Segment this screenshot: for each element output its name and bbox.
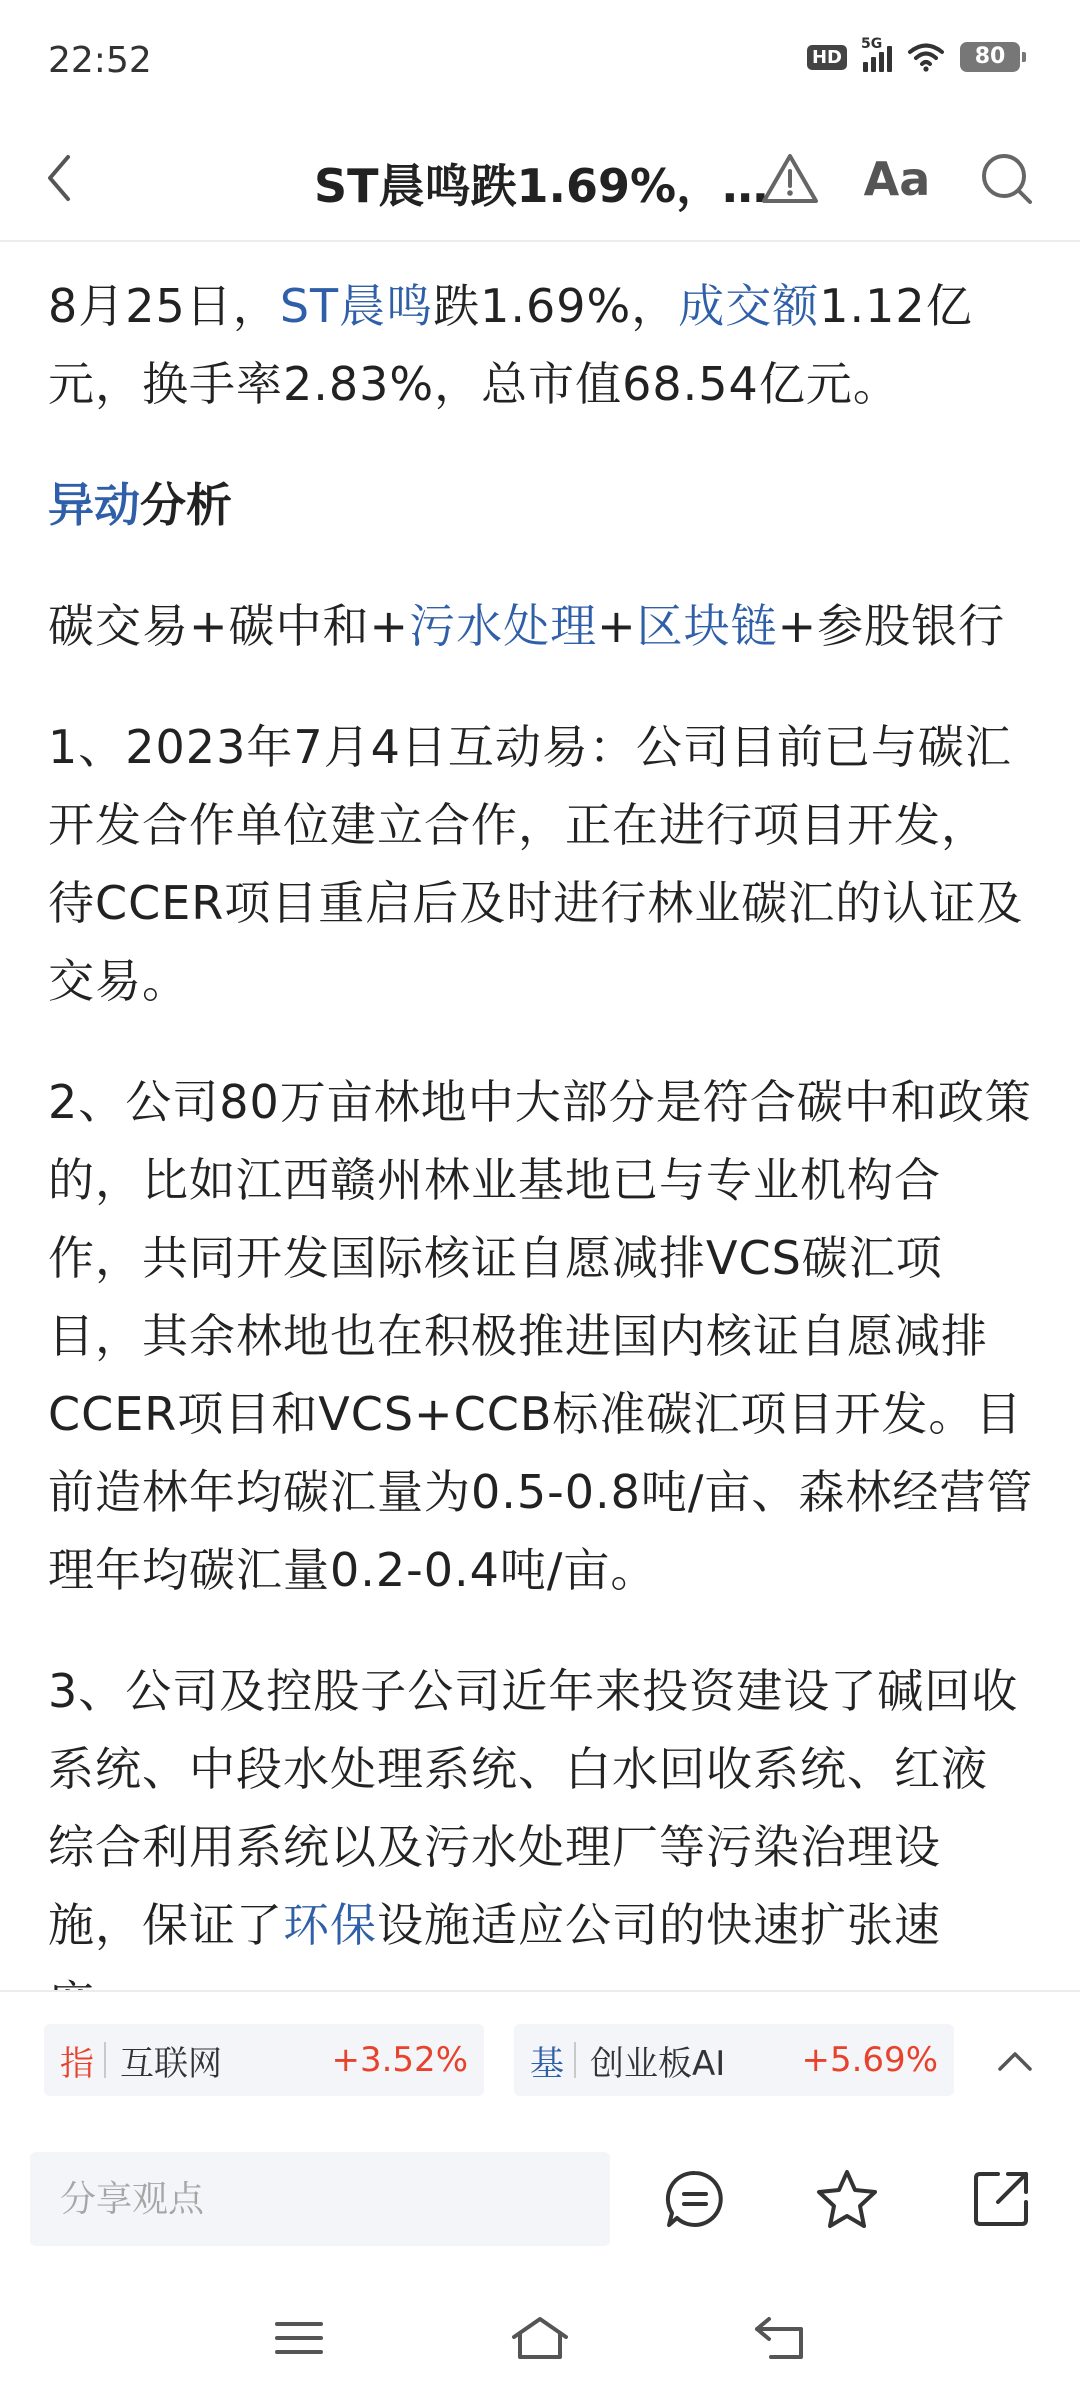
comment-bar xyxy=(0,2122,1080,2268)
back-icon xyxy=(44,153,74,203)
network-label: 5G xyxy=(861,36,883,52)
tags-text-2: + xyxy=(597,599,637,653)
comment-icon xyxy=(663,2167,727,2231)
tag-link-environment[interactable]: 环保 xyxy=(283,1898,377,1952)
menu-icon xyxy=(274,2318,324,2358)
status-time: 22:52 xyxy=(48,40,152,81)
chevron-up-icon xyxy=(997,2050,1033,2072)
report-button[interactable] xyxy=(755,144,825,214)
tags-text-3: +参股银行 xyxy=(777,599,1006,653)
ticker-change: +3.52% xyxy=(331,2040,468,2080)
article-body xyxy=(48,242,1034,1990)
battery-icon xyxy=(960,42,1020,72)
analysis-item-1: 1、2023年7月4日互动易：公司目前已与碳汇开发合作单位建立合作，正在进行项目开发，待CCER项目重启后及时进行林业碳汇的认证及交易。 xyxy=(48,720,1024,1008)
system-nav-bar xyxy=(0,2268,1080,2408)
back-button[interactable] xyxy=(44,148,104,208)
status-icons xyxy=(807,36,1020,72)
intro-text-1: 8月25日， xyxy=(48,279,280,333)
analysis-item-2: 2、公司80万亩林地中大部分是符合碳中和政策的，比如江西赣州林业基地已与专业机构合作，共同开发国际核证自愿减排VCS碳汇项目，其余林地也在积极推进国内核证自愿减排CCER项目和VCS+CCB标准碳汇项目开发。目前造林年均碳汇量为0.5-0.8吨/亩、森林经营管理年均碳汇量0.2-0.4吨/亩。 xyxy=(48,1075,1034,1597)
ticker-name: 创业板AI xyxy=(590,2043,726,2084)
nav-back-button[interactable] xyxy=(746,2308,816,2368)
ticker-change: +5.69% xyxy=(801,2040,938,2080)
turnover-link[interactable]: 成交额 xyxy=(678,279,820,333)
search-icon xyxy=(979,151,1035,207)
ticker-tag: 基 xyxy=(530,2043,564,2084)
article-header xyxy=(0,120,1080,242)
concept-tags xyxy=(48,587,1034,665)
back-nav-icon xyxy=(753,2315,809,2361)
intro-text-2: 跌1.69%， xyxy=(433,279,679,333)
share-opinion-input[interactable] xyxy=(30,2152,610,2246)
warning-icon xyxy=(760,152,820,206)
favorite-button[interactable] xyxy=(812,2164,882,2234)
share-button[interactable] xyxy=(966,2164,1036,2234)
stock-link[interactable]: ST晨鸣 xyxy=(279,279,434,333)
nav-menu-button[interactable] xyxy=(264,2308,334,2368)
share-icon xyxy=(970,2168,1032,2230)
battery-level: 80 xyxy=(974,44,1006,69)
home-icon xyxy=(510,2315,570,2361)
item3-text-1: 3、公司及控股子公司近年来投资建设了碱回收系统、中段水处理系统、白水回收系统、红液综合利用系统以及污水处理厂等污染治理设施，保证了 xyxy=(48,1664,1019,1952)
section-title-rest: 分析 xyxy=(140,478,232,532)
tag-link-sewage[interactable]: 污水处理 xyxy=(409,599,598,653)
ticker-bar xyxy=(0,1990,1080,2122)
ticker-card-fund[interactable] xyxy=(514,2024,954,2096)
tag-link-blockchain[interactable]: 区块链 xyxy=(636,599,778,653)
comment-button[interactable] xyxy=(660,2164,730,2234)
ticker-card-index[interactable] xyxy=(44,2024,484,2096)
page-title: ST晨鸣跌1.69%，… xyxy=(314,159,769,213)
signal-icon xyxy=(861,36,892,72)
analysis-item-3 xyxy=(48,1652,1034,2042)
star-icon xyxy=(815,2168,879,2230)
hd-badge: HD xyxy=(807,45,847,70)
ticker-name: 互联网 xyxy=(120,2043,222,2084)
font-size-button[interactable]: Aa xyxy=(863,152,931,206)
intro-text-3: 1.12亿元，换手率2.83%，总市值68.54亿元。 xyxy=(48,279,973,411)
tags-text-1: 碳交易+碳中和+ xyxy=(48,599,410,653)
nav-home-button[interactable] xyxy=(505,2308,575,2368)
ticker-divider xyxy=(104,2042,106,2078)
wifi-icon xyxy=(908,42,944,72)
item3-text-2: 设施适应公司的快速扩张速 xyxy=(377,1898,941,1952)
ticker-tag: 指 xyxy=(60,2043,94,2084)
section-title xyxy=(48,466,1034,544)
collapse-button[interactable] xyxy=(990,2036,1040,2086)
section-title-highlight: 异动 xyxy=(48,478,140,532)
ticker-divider xyxy=(574,2042,576,2078)
article-intro xyxy=(48,267,1034,423)
search-button[interactable] xyxy=(972,144,1042,214)
status-bar xyxy=(0,0,1080,120)
